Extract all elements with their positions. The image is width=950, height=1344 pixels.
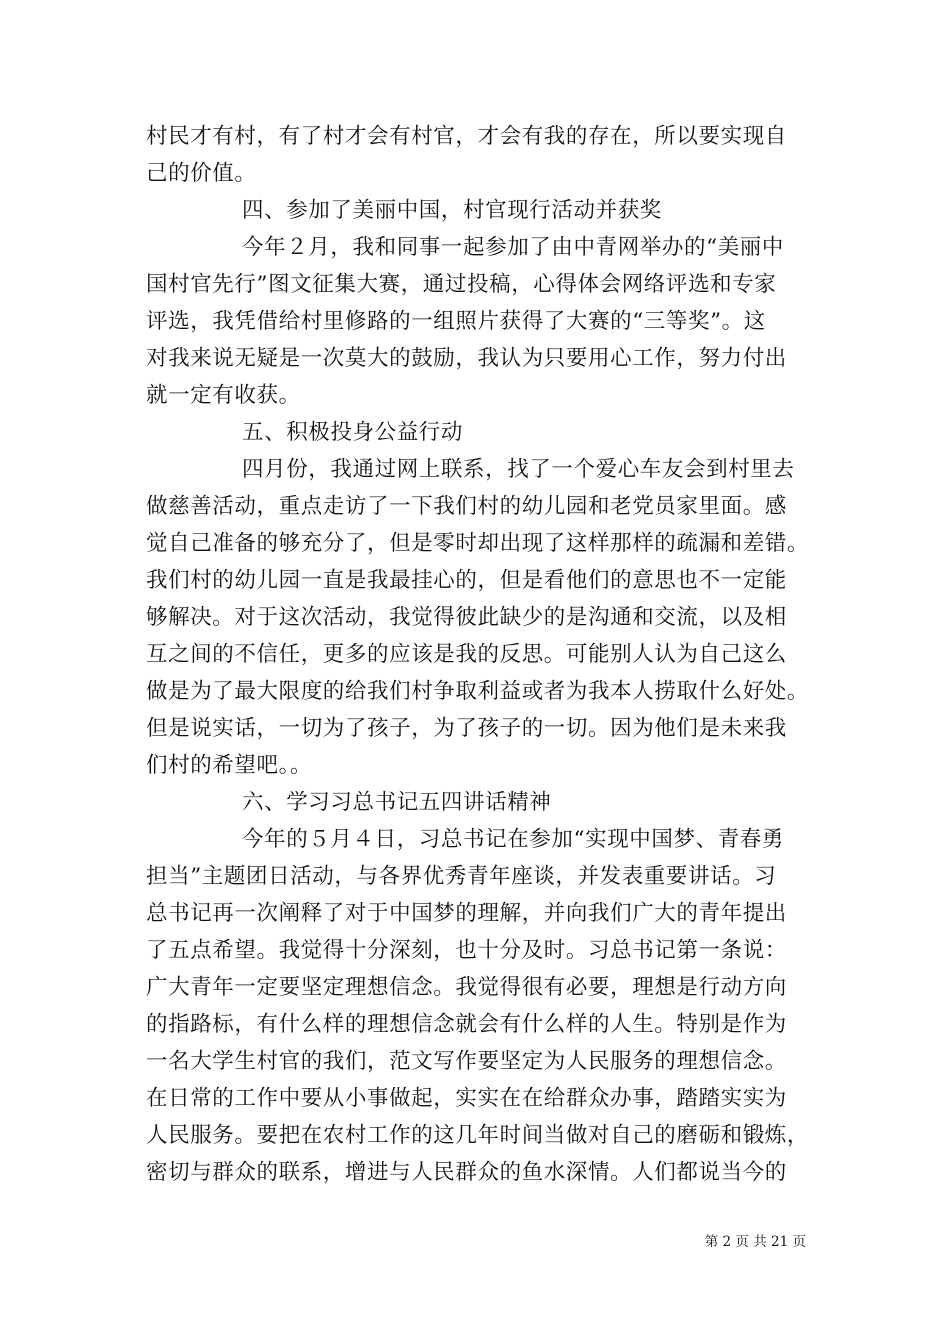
text-line: 做慈善活动，重点走访了一下我们村的幼儿园和老党员家里面。感 bbox=[146, 494, 787, 519]
text-line: 但是说实话，一切为了孩子，为了孩子的一切。因为他们是未来我 bbox=[146, 716, 787, 741]
paragraph-start: 今年２月，我和同事一起参加了由中青网举办的“美丽中 bbox=[242, 235, 784, 260]
text-line: 做是为了最大限度的给我们村争取利益或者为我本人捞取什么好处。 bbox=[146, 679, 810, 704]
text-line: 在日常的工作中要从小事做起，实实在在给群众办事，踏踏实实为 bbox=[146, 1086, 787, 1111]
text-line: 的指路标，有什么样的理想信念就会有什么样的人生。特别是作为 bbox=[146, 1012, 787, 1037]
text-line: 就一定有收获。 bbox=[146, 383, 301, 408]
section-heading-5: 五、积极投身公益行动 bbox=[242, 420, 464, 445]
text-line: 广大青年一定要坚定理想信念。我觉得很有必要，理想是行动方向 bbox=[146, 975, 787, 1000]
text-line: 国村官先行”图文征集大赛，通过投稿，心得体会网络评选和专家 bbox=[146, 272, 777, 297]
text-line: 人民服务。要把在农村工作的这几年时间当做对自己的磨砺和锻炼， bbox=[146, 1123, 810, 1148]
text-line: 我们村的幼儿园一直是我最挂心的，但是看他们的意思也不一定能 bbox=[146, 568, 787, 593]
text-line: 一名大学生村官的我们，范文写作要坚定为人民服务的理想信念。 bbox=[146, 1049, 787, 1074]
text-line: 密切与群众的联系，增进与人民群众的鱼水深情。人们都说当今的 bbox=[146, 1160, 787, 1185]
page-number-footer: 第 2 页 共 21 页 bbox=[704, 1234, 806, 1250]
text-line: 总书记再一次阐释了对于中国梦的理解，并向我们广大的青年提出 bbox=[146, 901, 787, 926]
text-line: 觉自己准备的够充分了，但是零时却出现了这样那样的疏漏和差错。 bbox=[146, 531, 810, 556]
paragraph-start: 今年的５月４日，习总书记在参加“实现中国梦、青春勇 bbox=[242, 827, 784, 852]
text-line: 够解决。对于这次活动，我觉得彼此缺少的是沟通和交流，以及相 bbox=[146, 605, 787, 630]
text-line: 互之间的不信任，更多的应该是我的反思。可能别人认为自己这么 bbox=[146, 642, 787, 667]
text-line: 己的价值。 bbox=[146, 161, 257, 186]
text-line: 村民才有村，有了村才会有村官，才会有我的存在，所以要实现自 bbox=[146, 124, 787, 149]
text-line: 担当”主题团日活动，与各界优秀青年座谈，并发表重要讲话。习 bbox=[146, 864, 777, 889]
section-heading-4: 四、参加了美丽中国，村官现行活动并获奖 bbox=[242, 198, 662, 223]
document-body bbox=[146, 118, 811, 1191]
paragraph-start: 四月份，我通过网上联系，找了一个爱心车友会到村里去 bbox=[242, 457, 795, 482]
text-line: 评选，我凭借给村里修路的一组照片获得了大赛的“三等奖”。这 bbox=[146, 309, 766, 334]
text-line: 对我来说无疑是一次莫大的鼓励，我认为只要用心工作，努力付出 bbox=[146, 346, 787, 371]
section-heading-6: 六、学习习总书记五四讲话精神 bbox=[242, 790, 552, 815]
text-line: 了五点希望。我觉得十分深刻，也十分及时。习总书记第一条说： bbox=[146, 938, 787, 963]
text-line: 们村的希望吧。。 bbox=[146, 753, 313, 778]
